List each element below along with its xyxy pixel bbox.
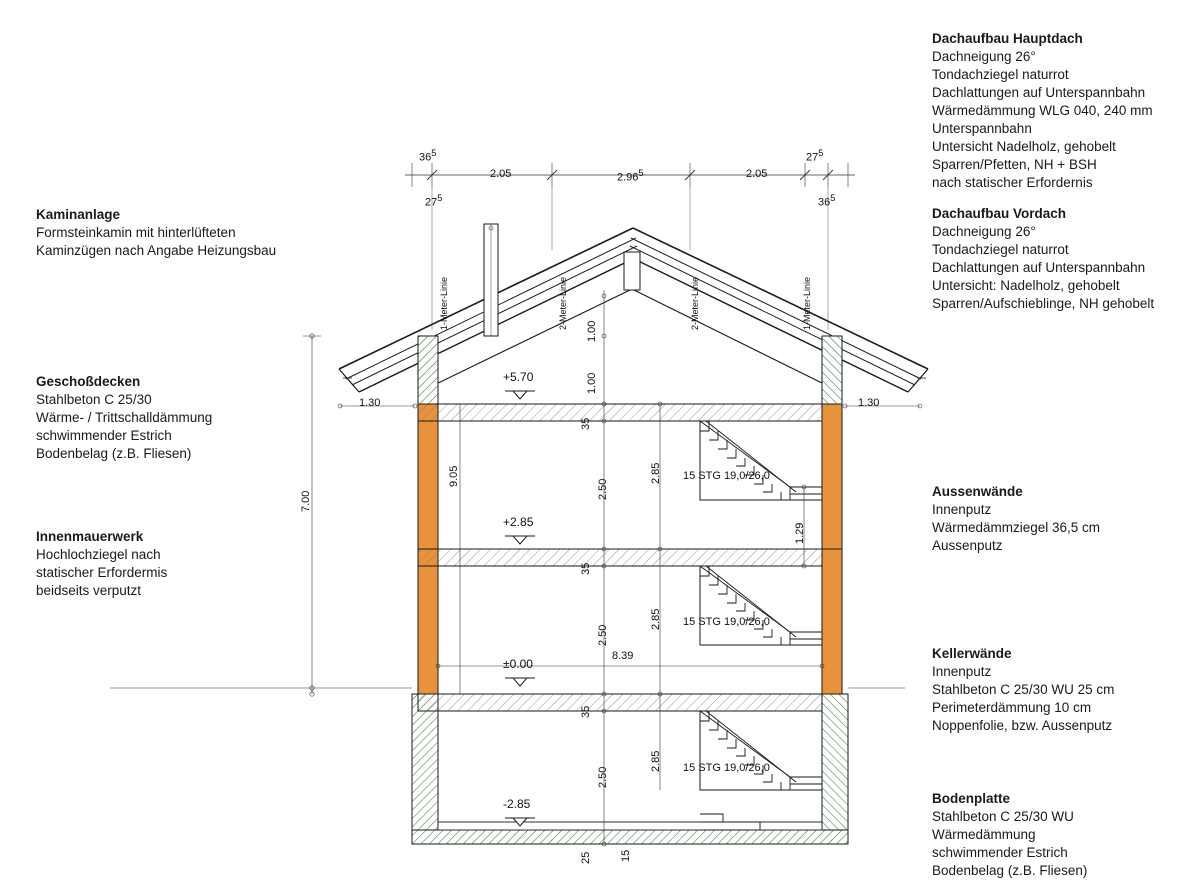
note-line: Noppenfolie, bzw. Aussenputz	[932, 718, 1113, 733]
note-heading: Geschoßdecken	[36, 374, 141, 389]
note-line: schwimmender Estrich	[932, 845, 1068, 860]
dim-value: 27	[425, 196, 438, 209]
dim-value: 27	[806, 151, 819, 164]
note-line: Stahlbeton C 25/30	[36, 392, 152, 407]
note-line: Bodenbelag (z.B. Fliesen)	[932, 863, 1088, 878]
note-heading: Aussenwände	[932, 484, 1023, 499]
note-heading: Kaminanlage	[36, 207, 121, 222]
note-heading: Bodenplatte	[932, 791, 1011, 806]
dim-285-mid: 2.85	[650, 608, 662, 630]
note-line: schwimmender Estrich	[36, 428, 172, 443]
dim-130-left: 1.30	[359, 397, 381, 409]
dim-130-right: 1.30	[858, 397, 880, 409]
dim-sup: 5	[638, 168, 644, 178]
level-minus-285: -2.85	[503, 797, 531, 811]
note-line: Dachlattungen auf Unterspannbahn	[932, 260, 1146, 275]
note-kellerwaende	[932, 645, 1114, 735]
dim-839: 8.39	[612, 650, 634, 662]
level-plus-285: +2.85	[503, 515, 534, 529]
dim-250-bottom: 2.50	[597, 766, 609, 788]
dim-sup: 5	[830, 193, 836, 203]
dim-25: 25	[580, 851, 592, 864]
note-line: statischer Erfordermis	[36, 565, 168, 580]
dim-15: 15	[620, 849, 632, 862]
dim-sup: 5	[818, 148, 824, 158]
dim-100-a: 1.00	[586, 320, 598, 342]
dim-sup: 5	[437, 193, 443, 203]
note-bodenplatte	[932, 790, 1087, 880]
dim-100-b: 1.00	[586, 372, 598, 394]
note-line: Dachlattungen auf Unterspannbahn	[932, 85, 1146, 100]
note-line: Stahlbeton C 25/30 WU	[932, 809, 1074, 824]
note-kaminanlage	[36, 206, 276, 260]
note-line: Stahlbeton C 25/30 WU 25 cm	[932, 682, 1115, 697]
dim-top-1	[419, 148, 436, 164]
dim-slab-35-top: 35	[580, 417, 592, 430]
dim-285-top: 2.85	[650, 462, 662, 484]
note-line: Aussenputz	[932, 538, 1003, 553]
dim-top-7	[818, 193, 835, 209]
dim-top-5	[806, 148, 823, 164]
note-line: Perimeterdämmung 10 cm	[932, 700, 1092, 715]
note-heading: Dachaufbau Vordach	[932, 206, 1067, 221]
dim-value: 2.05	[490, 168, 512, 180]
dim-value: 36	[818, 196, 831, 209]
stair-label-middle: 15 STG 19,0/26,0	[683, 616, 770, 628]
dim-top-2	[490, 168, 511, 180]
note-dachaufbau-hauptdach	[932, 30, 1153, 192]
note-line: Dachneigung 26°	[932, 49, 1036, 64]
note-line: nach statischer Erfordernis	[932, 175, 1093, 190]
dim-285-bottom: 2.85	[650, 750, 662, 772]
note-line: Tondachziegel naturrot	[932, 67, 1069, 82]
label-2-meter-linie-left: 2-Meter-Linie	[558, 276, 568, 330]
dim-top-6	[425, 193, 442, 209]
dim-value: 2.05	[746, 168, 768, 180]
note-line: Wärme- / Trittschalldämmung	[36, 410, 213, 425]
dim-value: 36	[419, 151, 432, 164]
stair-label-upper: 15 STG 19,0/26,0	[683, 470, 770, 482]
note-line: Bodenbelag (z.B. Fliesen)	[36, 446, 192, 461]
note-line: Untersicht Nadelholz, gehobelt	[932, 139, 1116, 154]
note-line: Formsteinkamin mit hinterlüfteten	[36, 225, 236, 240]
dim-total-height: 7.00	[300, 490, 312, 512]
level-plus-570: +5.70	[503, 370, 534, 384]
note-line: Innenputz	[932, 664, 992, 679]
note-line: Sparren/Aufschieblinge, NH gehobelt	[932, 296, 1155, 311]
dim-slab-35-mid: 35	[580, 562, 592, 575]
note-dachaufbau-vordach	[932, 205, 1154, 313]
dim-129: 1.29	[794, 522, 806, 544]
dim-sup: 5	[431, 148, 437, 158]
note-heading: Kellerwände	[932, 646, 1012, 661]
note-line: Wärmedämmziegel 36,5 cm	[932, 520, 1101, 535]
label-1-meter-linie-right: 1-Meter-Linie	[802, 276, 812, 330]
note-line: Tondachziegel naturrot	[932, 242, 1069, 257]
note-line: Untersicht: Nadelholz, gehobelt	[932, 278, 1120, 293]
note-geschossdecken	[36, 373, 212, 463]
note-line: Wärmedämmung WLG 040, 240 mm	[932, 103, 1153, 118]
note-line: Innenputz	[932, 502, 992, 517]
note-line: Wärmedämmung	[932, 827, 1036, 842]
label-1-meter-linie-left: 1-Meter-Linie	[439, 276, 449, 330]
label-2-meter-linie-right: 2-Meter-Linie	[690, 276, 700, 330]
dim-250-mid: 2.50	[597, 624, 609, 646]
note-line: Kaminzügen nach Angabe Heizungsbau	[36, 243, 277, 258]
dim-250-top: 2.50	[597, 478, 609, 500]
note-innenmauerwerk	[36, 528, 167, 600]
note-aussenwaende	[932, 483, 1100, 555]
stair-label-lower: 15 STG 19,0/26,0	[683, 762, 770, 774]
dim-value: 2.96	[617, 171, 639, 184]
note-line: Hochlochziegel nach	[36, 547, 161, 562]
note-line: Unterspannbahn	[932, 121, 1032, 136]
level-zero: ±0.00	[503, 657, 533, 671]
note-line: Sparren/Pfetten, NH + BSH	[932, 157, 1097, 172]
dim-905: 9.05	[448, 465, 460, 487]
level-markers	[505, 391, 535, 826]
note-heading: Innenmauerwerk	[36, 529, 144, 544]
dim-slab-35-bottom: 35	[580, 705, 592, 718]
note-line: beidseits verputzt	[36, 583, 142, 598]
dim-top-4	[746, 168, 767, 180]
dim-top-3	[617, 168, 644, 184]
note-line: Dachneigung 26°	[932, 224, 1036, 239]
note-heading: Dachaufbau Hauptdach	[932, 31, 1083, 46]
